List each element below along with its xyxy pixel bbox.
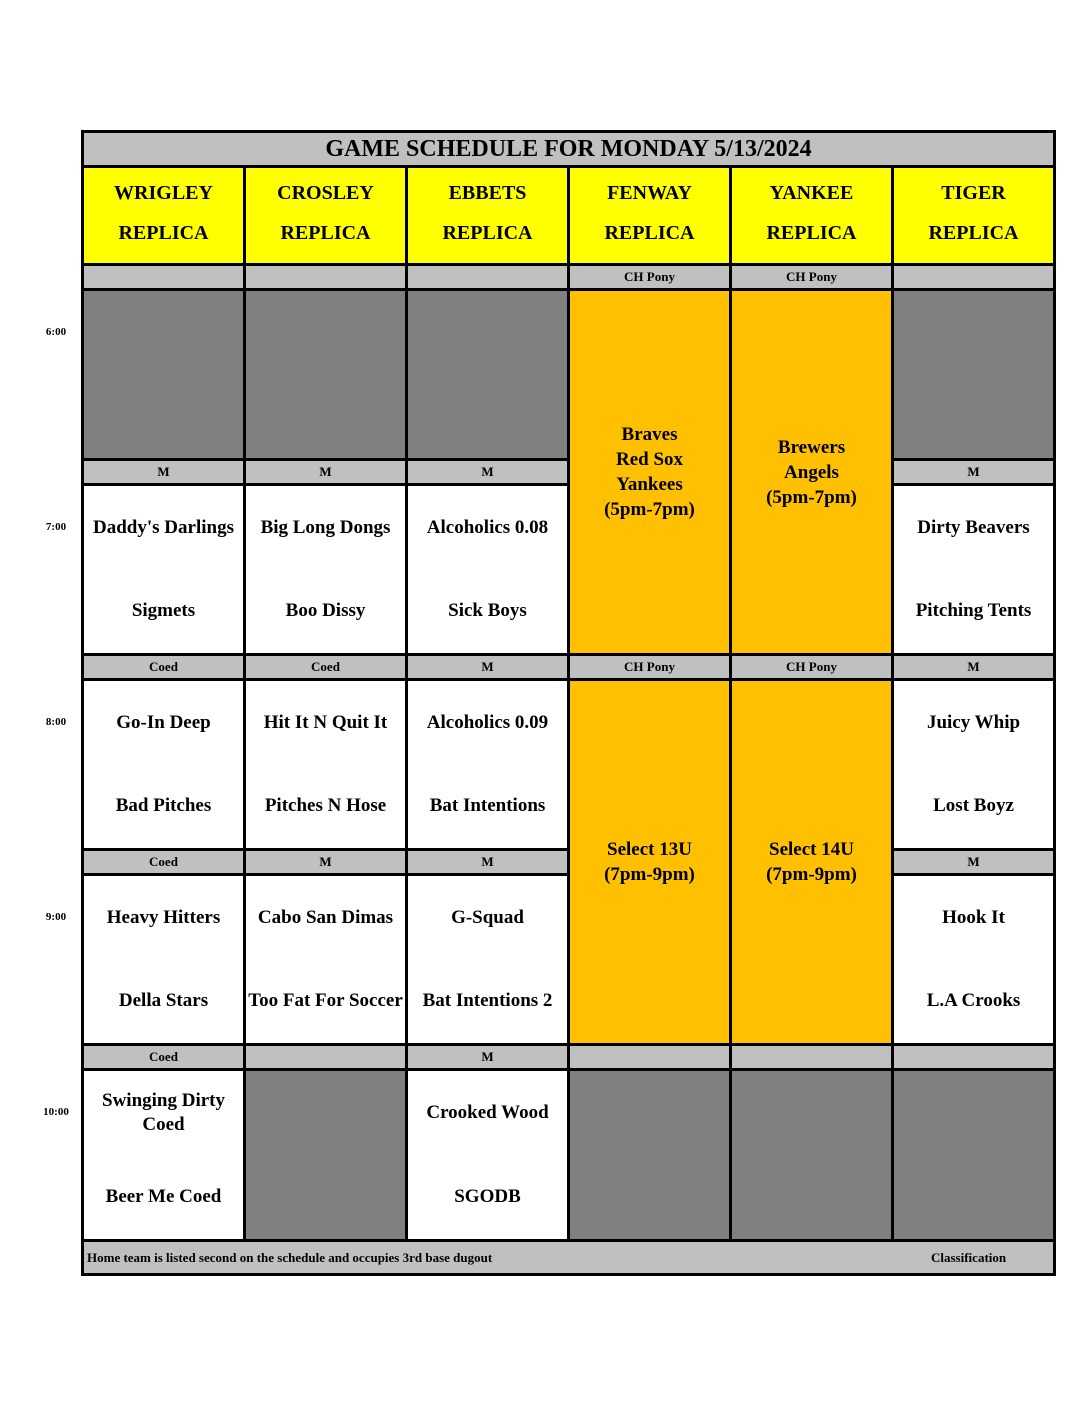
block-line: Brewers	[777, 436, 846, 458]
away-team: Go-In Deep	[116, 711, 211, 733]
classification-cell: M	[894, 461, 1053, 483]
classification-cell	[570, 1046, 729, 1068]
block-line: (7pm-9pm)	[766, 864, 857, 885]
field-header-fenway	[570, 168, 729, 263]
field-subtitle: REPLICA	[280, 221, 371, 244]
away-team: Cabo San Dimas	[257, 906, 394, 928]
game-cell	[408, 876, 567, 1043]
schedule-title: GAME SCHEDULE FOR MONDAY 5/13/2024	[84, 133, 1053, 165]
schedule-table	[81, 130, 1056, 1276]
classification-cell	[246, 1046, 405, 1068]
block-line: Select 14U	[769, 839, 854, 860]
unused-slot	[732, 1071, 891, 1239]
away-team: Hit It N Quit It	[263, 711, 388, 733]
away-team: Alcoholics 0.08	[426, 516, 549, 538]
footer-band	[84, 1242, 1053, 1273]
field-header-ebbets	[408, 168, 567, 263]
away-team: Crooked Wood	[426, 1102, 549, 1123]
classification-cell: Coed	[246, 656, 405, 678]
field-name: EBBETS	[448, 182, 527, 205]
game-cell	[84, 486, 243, 653]
home-team: Della Stars	[118, 990, 209, 1012]
home-team: Beer Me Coed	[105, 1186, 222, 1207]
pony-block-fenway-late	[570, 681, 729, 1043]
block-line: Braves	[621, 424, 678, 445]
time-label: 7:00	[45, 521, 67, 533]
field-subtitle: REPLICA	[442, 221, 533, 244]
away-team: G-Squad	[451, 906, 524, 928]
game-cell	[408, 486, 567, 653]
game-cell	[246, 876, 405, 1043]
home-team: Sick Boys	[448, 600, 527, 622]
classification-cell: M	[894, 656, 1053, 678]
block-line: (7pm-9pm)	[604, 864, 695, 885]
game-cell	[246, 681, 405, 848]
home-team: Bat Intentions 2	[422, 990, 553, 1012]
home-team: Bad Pitches	[115, 795, 212, 817]
field-name: FENWAY	[607, 182, 692, 205]
time-label: 10:00	[43, 1106, 69, 1118]
home-team-note: Home team is listed second on the schedule and occupies 3rd base dugout	[87, 1250, 493, 1265]
home-team: SGODB	[454, 1186, 521, 1207]
field-name: WRIGLEY	[114, 182, 213, 205]
unused-slot	[84, 291, 243, 458]
time-label: 6:00	[45, 326, 67, 338]
away-team: Dirty Beavers	[917, 516, 1030, 538]
classification-cell	[84, 266, 243, 288]
home-team: Boo Dissy	[285, 600, 366, 622]
classification-cell: M	[246, 851, 405, 873]
block-line: (5pm-7pm)	[604, 499, 695, 520]
field-name: YANKEE	[769, 182, 854, 205]
game-cell	[894, 876, 1053, 1043]
block-line: Red Sox	[615, 449, 684, 470]
home-team: Bat Intentions	[429, 795, 546, 817]
block-line: (5pm-7pm)	[766, 486, 857, 508]
classification-legend: Classification	[931, 1250, 1007, 1265]
away-team: Juicy Whip	[926, 711, 1021, 733]
home-team: Pitches N Hose	[264, 795, 387, 817]
classification-cell: M	[84, 461, 243, 483]
away-team: Hook It	[942, 906, 1005, 928]
unused-slot	[894, 1071, 1053, 1239]
classification-cell: M	[408, 1046, 567, 1068]
classification-cell: CH Pony	[732, 266, 891, 288]
away-team: Swinging Dirty Coed	[102, 1090, 225, 1135]
classification-cell: M	[408, 656, 567, 678]
field-header-yankee	[732, 168, 891, 263]
field-subtitle: REPLICA	[928, 221, 1019, 244]
field-subtitle: REPLICA	[766, 221, 857, 244]
game-cell	[408, 1071, 567, 1239]
field-header-wrigley	[84, 168, 243, 263]
classification-cell	[894, 266, 1053, 288]
away-team: Daddy's Darlings	[93, 516, 234, 538]
classification-cell	[246, 266, 405, 288]
pony-block-yankee-late	[732, 681, 891, 1043]
classification-cell	[732, 1046, 891, 1068]
unused-slot	[894, 291, 1053, 458]
classification-cell	[408, 266, 567, 288]
game-cell	[246, 486, 405, 653]
classification-cell: CH Pony	[570, 656, 729, 678]
home-team: Too Fat For Soccer	[248, 990, 403, 1012]
field-header-crosley	[246, 168, 405, 263]
field-subtitle: REPLICA	[604, 221, 695, 244]
game-cell	[408, 681, 567, 848]
home-team: Lost Boyz	[933, 795, 1014, 817]
game-cell	[894, 681, 1053, 848]
classification-cell: CH Pony	[570, 266, 729, 288]
classification-cell: Coed	[84, 656, 243, 678]
game-cell	[894, 486, 1053, 653]
away-team: Alcoholics 0.09	[426, 711, 549, 733]
game-cell	[84, 1071, 243, 1239]
home-team: L.A Crooks	[926, 990, 1021, 1012]
pony-block-fenway-early	[570, 291, 729, 653]
classification-cell	[894, 1046, 1053, 1068]
home-team: Pitching Tents	[915, 600, 1032, 622]
classification-cell: M	[246, 461, 405, 483]
classification-cell: Coed	[84, 851, 243, 873]
classification-cell: CH Pony	[732, 656, 891, 678]
game-cell	[84, 876, 243, 1043]
away-team: Big Long Dongs	[260, 516, 391, 538]
field-name: TIGER	[941, 182, 1006, 205]
field-subtitle: REPLICA	[118, 221, 209, 244]
unused-slot	[408, 291, 567, 458]
time-label: 8:00	[45, 716, 67, 728]
classification-cell: M	[894, 851, 1053, 873]
unused-slot	[246, 291, 405, 458]
block-line: Yankees	[616, 474, 683, 495]
block-line: Select 13U	[607, 839, 692, 860]
time-label: 9:00	[45, 911, 67, 923]
classification-cell: Coed	[84, 1046, 243, 1068]
block-line: Angels	[784, 461, 839, 483]
field-name: CROSLEY	[277, 182, 374, 205]
unused-slot	[570, 1071, 729, 1239]
home-team: Sigmets	[131, 600, 196, 622]
unused-slot	[246, 1071, 405, 1239]
field-header-tiger	[894, 168, 1053, 263]
pony-block-yankee-early	[732, 291, 891, 653]
classification-cell: M	[408, 851, 567, 873]
game-cell	[84, 681, 243, 848]
away-team: Heavy Hitters	[106, 906, 221, 928]
classification-cell: M	[408, 461, 567, 483]
